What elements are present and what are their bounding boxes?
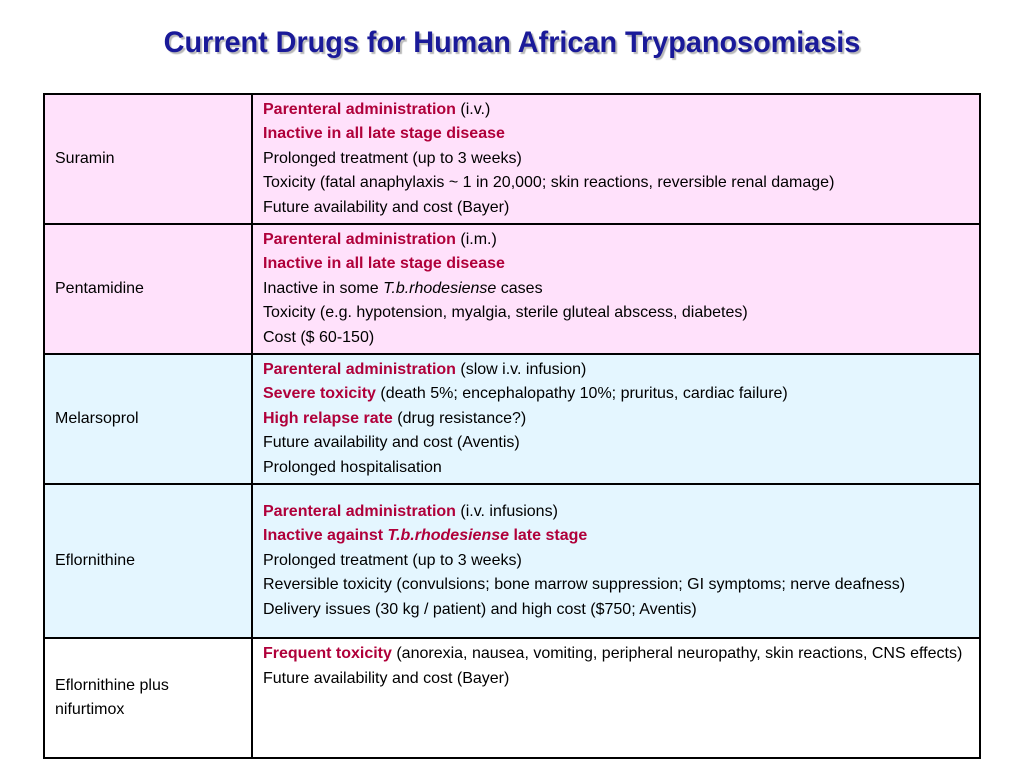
detail-text: Inactive in some	[263, 279, 384, 297]
detail-highlight: Inactive against	[263, 527, 388, 545]
drug-details	[252, 94, 980, 224]
detail-text: Reversible toxicity (convulsions; bone marrow suppression; GI symptoms; nerve deafness)	[263, 576, 906, 594]
table-row	[44, 484, 980, 638]
drug-details	[252, 224, 980, 354]
detail-text: Future availability and cost (Bayer)	[263, 669, 510, 687]
detail-text: (slow i.v. infusion)	[455, 361, 587, 379]
detail-line	[263, 358, 969, 382]
detail-line	[263, 407, 969, 431]
detail-highlight: Parenteral administration	[263, 101, 456, 118]
page-title: Current Drugs for Human African Trypanosomiasis	[163, 26, 861, 59]
detail-text: Future availability and cost (Aventis)	[263, 434, 520, 452]
detail-text: Prolonged treatment (up to 3 weeks)	[263, 551, 522, 569]
drug-details	[252, 354, 980, 484]
species-name: T.b.rhodesiense	[383, 279, 497, 297]
detail-text: (drug resistance?)	[392, 409, 527, 427]
drug-name: Eflornithine plus nifurtimox	[44, 638, 252, 758]
drug-details	[252, 484, 980, 638]
table-row	[44, 354, 980, 484]
detail-text: Toxicity (e.g. hypotension, myalgia, sterile gluteal abscess, diabetes)	[263, 304, 748, 322]
detail-line	[263, 277, 969, 301]
detail-line	[263, 228, 969, 252]
detail-text: (anorexia, nausea, vomiting, peripheral neuropathy, skin reactions, CNS effects)	[391, 645, 963, 663]
detail-highlight: High relapse rate	[263, 409, 393, 427]
detail-text: Toxicity (fatal anaphylaxis ~ 1 in 20,000; skin reactions, reversible renal damage)	[263, 174, 835, 192]
detail-line	[263, 500, 969, 524]
detail-line	[263, 642, 969, 666]
drug-name: Eflornithine	[44, 484, 252, 638]
detail-text: (i.m.)	[455, 231, 497, 249]
drug-name: Suramin	[44, 94, 252, 224]
detail-highlight: late stage	[509, 527, 588, 545]
detail-text: Future availability and cost (Bayer)	[263, 198, 510, 216]
table-row	[44, 94, 980, 224]
detail-highlight: Severe toxicity	[263, 385, 376, 403]
detail-highlight: Frequent toxicity	[263, 645, 392, 663]
detail-highlight: Parenteral administration	[263, 503, 456, 521]
detail-line	[263, 98, 969, 122]
detail-text: Prolonged hospitalisation	[263, 458, 442, 476]
detail-highlight-line	[263, 524, 969, 548]
drugs-table	[43, 93, 981, 759]
drug-details	[252, 638, 980, 758]
drug-name: Pentamidine	[44, 224, 252, 354]
detail-text: Cost ($ 60-150)	[263, 328, 375, 346]
table-row	[44, 224, 980, 354]
detail-text: (i.v. infusions)	[455, 503, 558, 521]
species-name: T.b.rhodesiense	[387, 527, 510, 545]
detail-highlight: Parenteral administration	[263, 361, 456, 379]
detail-text: (death 5%; encephalopathy 10%; pruritus, cardiac failure)	[375, 385, 788, 403]
detail-text: Delivery issues (30 kg / patient) and high cost ($750; Aventis)	[263, 600, 697, 618]
detail-highlight: Inactive in all late stage disease	[263, 125, 505, 143]
detail-text: cases	[496, 279, 543, 297]
detail-text: (i.v.)	[455, 101, 491, 118]
drug-name: Melarsoprol	[44, 354, 252, 484]
table-row	[44, 638, 980, 758]
detail-line	[263, 382, 969, 406]
detail-highlight: Inactive in all late stage disease	[263, 255, 505, 273]
detail-highlight: Parenteral administration	[263, 231, 456, 249]
detail-text: Prolonged treatment (up to 3 weeks)	[263, 149, 522, 167]
